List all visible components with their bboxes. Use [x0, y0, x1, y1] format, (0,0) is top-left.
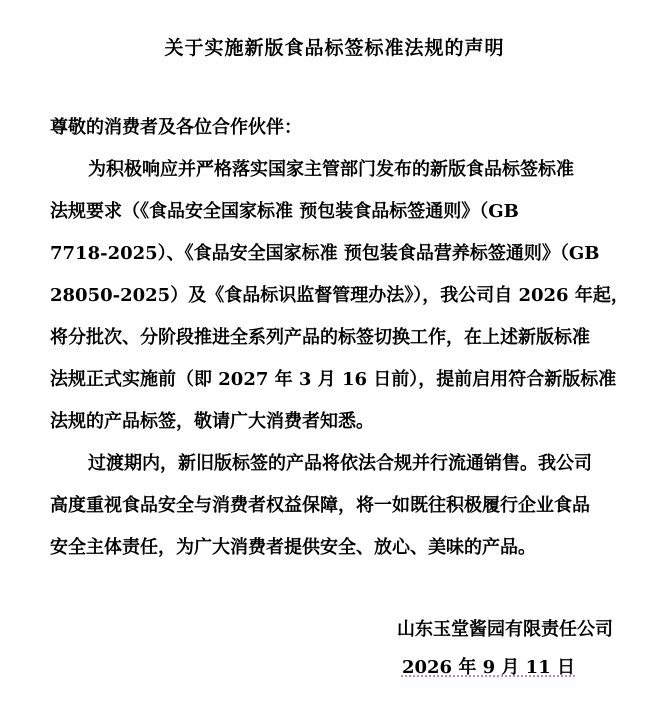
paragraph1-line: 法规正式实施前（即 2027 年 3 月 16 日前），提前启用符合新版标准	[50, 369, 617, 390]
paragraph1-line: 法规的产品标签，敬请广大消费者知悉。	[50, 411, 374, 432]
paragraph1-line: 将分批次、分阶段推进全系列产品的标签切换工作，在上述新版标准	[50, 327, 590, 348]
paragraph2-line: 高度重视食品安全与消费者权益保障，将一如既往积极履行企业食品	[50, 495, 590, 516]
document-title: 关于实施新版食品标签标准法规的声明	[164, 37, 505, 59]
paragraph1-line: 法规要求（《食品安全国家标准 预包装食品标签通则》（GB	[50, 201, 519, 222]
paragraph2-line: 安全主体责任，为广大消费者提供安全、放心、美味的产品。	[50, 537, 536, 558]
paragraph2-line: 过渡期内，新旧版标签的产品将依法合规并行流通销售。我公司	[88, 453, 592, 474]
paragraph1-line: 28050-2025）及《食品标识监督管理办法》），我公司自 2026 年起，	[50, 285, 629, 306]
salutation: 尊敬的消费者及各位合作伙伴：	[50, 117, 302, 138]
paragraph1-line: 为积极响应并严格落实国家主管部门发布的新版食品标签标准	[88, 159, 574, 180]
paragraph1-line: 7718-2025）、《食品安全国家标准 预包装食品营养标签通则》（GB	[50, 243, 600, 264]
signature-date: 2026 年 9 月 11 日	[401, 657, 575, 678]
company-signature: 山东玉堂酱园有限责任公司	[397, 619, 613, 640]
